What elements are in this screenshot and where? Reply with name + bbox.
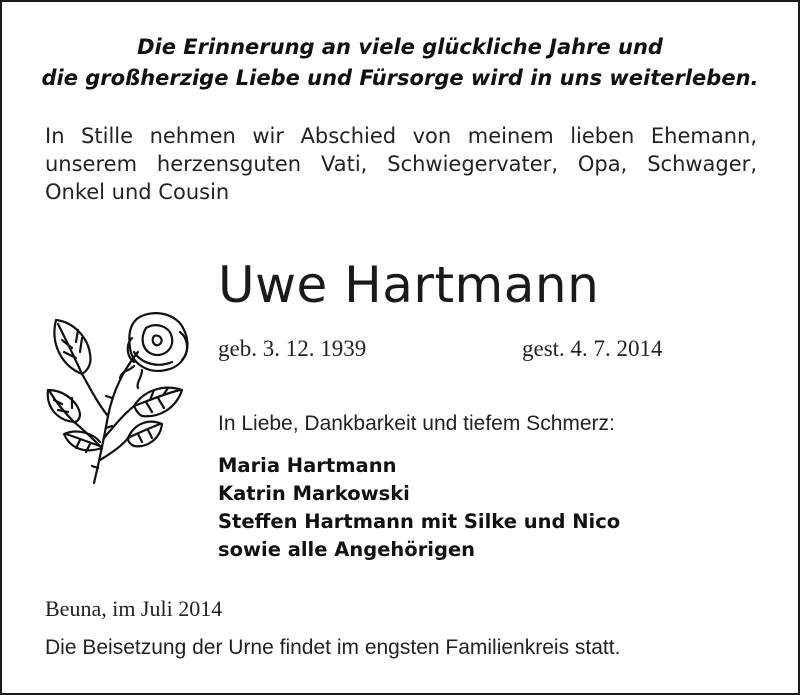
quote-line-2: die großherzige Liebe und Fürsorge wird in uns weiterleben. (41, 66, 759, 90)
memorial-quote (0, 32, 800, 94)
intro-line-3: Onkel und Cousin (45, 180, 230, 204)
quote-line-1: Die Erinnerung an viele glückliche Jahre und (137, 35, 663, 59)
intro-line-2: unserem herzensguten Vati, Schwiegervater, Opa, Schwager, (45, 152, 757, 176)
death-date: gest. 4. 7. 2014 (522, 336, 663, 361)
burial-note: Die Beisetzung der Urne findet im engsten Familienkreis statt. (45, 636, 621, 659)
intro-text (45, 122, 757, 206)
place-date: Beuna, im Juli 2014 (45, 596, 223, 621)
condolence-line: In Liebe, Dankbarkeit und tiefem Schmerz: (218, 412, 615, 435)
mourner-name: Maria Hartmann (218, 454, 397, 477)
rose-icon (42, 308, 202, 488)
deceased-name: Uwe Hartmann (218, 256, 600, 314)
birth-date: geb. 3. 12. 1939 (218, 336, 367, 361)
intro-line-1: In Stille nehmen wir Abschied von meinem lieben Ehemann, (45, 124, 757, 148)
mourner-name: Steffen Hartmann mit Silke und Nico (218, 510, 621, 533)
mourner-name: sowie alle Angehörigen (218, 538, 476, 561)
mourners-list (218, 452, 620, 564)
mourner-name: Katrin Markowski (218, 482, 410, 505)
